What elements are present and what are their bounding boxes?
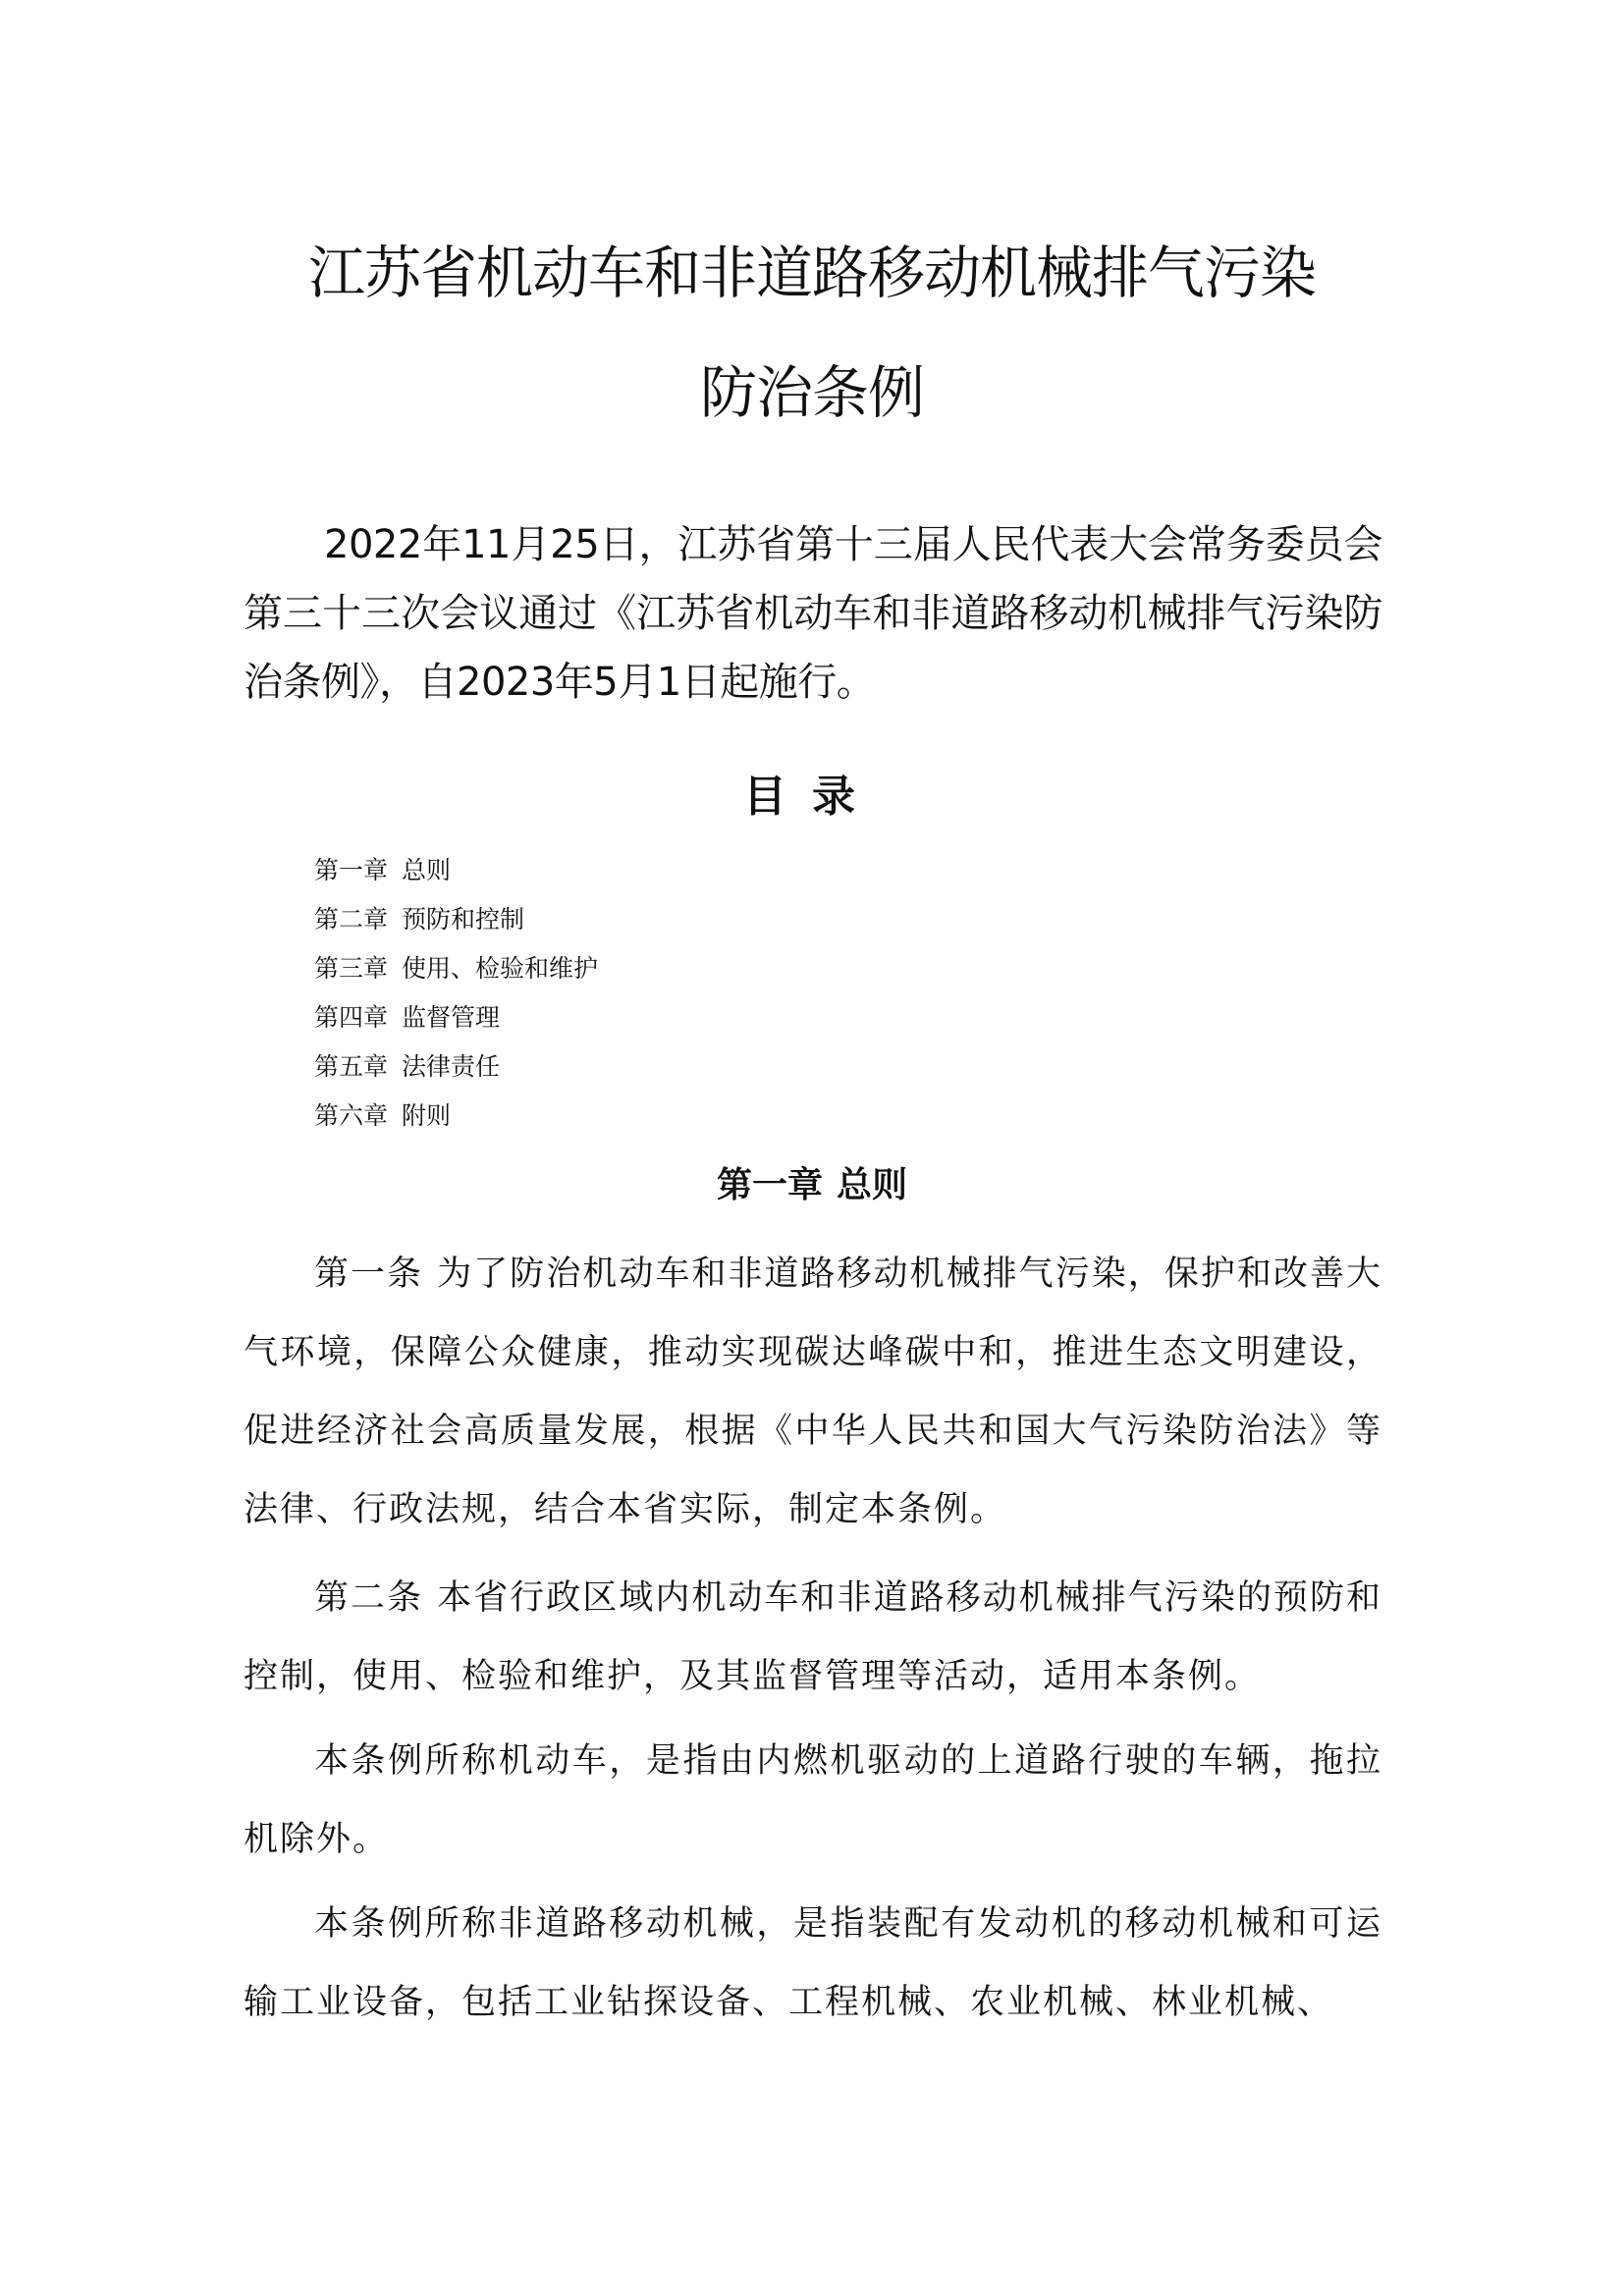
toc-item-number: 第四章 <box>314 1003 389 1032</box>
toc-item-label: 附则 <box>402 1101 452 1130</box>
chapter-number: 第一章 <box>716 1165 823 1205</box>
article-text: 本省行政区域内机动车和非道路移动机械排气污染的预防和控制，使用、检验和维护，及其监督管理等活动，适用本条例。 <box>244 1578 1382 1696</box>
article-paragraph <box>244 1235 1382 1549</box>
toc-item-number: 第三章 <box>314 954 389 983</box>
body-paragraph <box>244 1722 1382 1879</box>
toc-item-number: 第五章 <box>314 1052 389 1081</box>
toc-item-label: 总则 <box>402 856 452 884</box>
article-number: 第一条 <box>314 1255 424 1294</box>
toc-item-label: 使用、检验和维护 <box>402 954 599 983</box>
article-paragraph <box>244 1559 1382 1716</box>
toc-item-label: 监督管理 <box>402 1003 501 1032</box>
article-number: 第二条 <box>314 1578 424 1618</box>
toc-item <box>314 1042 598 1092</box>
toc-item-number: 第六章 <box>314 1101 389 1130</box>
paragraph-text: 本条例所称机动车，是指由内燃机驱动的上道路行驶的车辆，拖拉机除外。 <box>244 1741 1382 1859</box>
toc-item <box>314 846 598 895</box>
toc-item <box>314 1092 598 1141</box>
toc-item-number: 第二章 <box>314 905 389 934</box>
intro-paragraph: 2022年11月25日，江苏省第十三届人民代表大会常务委员会第三十三次会议通过《江苏省机动车和非道路移动机械排气污染防治条例》，自2023年5月1日起施行。 <box>244 522 1382 705</box>
document-title-line-2: 防治条例 <box>699 359 924 426</box>
document-title-line-1: 江苏省机动车和非道路移动机械排气污染 <box>307 240 1316 306</box>
toc-item <box>314 895 598 944</box>
toc-item-number: 第一章 <box>314 856 389 884</box>
toc-item <box>314 993 598 1042</box>
article-text: 为了防治机动车和非道路移动机械排气污染，保护和改善大气环境，保障公众健康，推动实现碳达峰碳中和，推进生态文明建设，促进经济社会高质量发展，根据《中华人民共和国大气污染防治法》等法律、行政法规，结合本省实际，制定本条例。 <box>244 1255 1382 1529</box>
chapter-title: 总则 <box>837 1165 908 1205</box>
paragraph-text: 本条例所称非道路移动机械，是指装配有发动机的移动机械和可运输工业设备，包括工业钻探设备、工程机械、农业机械、林业机械、 <box>244 1904 1382 2022</box>
toc-item-label: 法律责任 <box>402 1052 501 1081</box>
toc-heading: 目录 <box>743 772 881 822</box>
toc-item <box>314 944 598 993</box>
table-of-contents <box>314 846 598 1141</box>
body-paragraph <box>244 1885 1382 2042</box>
chapter-heading <box>196 1156 1428 1215</box>
toc-item-label: 预防和控制 <box>402 905 525 934</box>
